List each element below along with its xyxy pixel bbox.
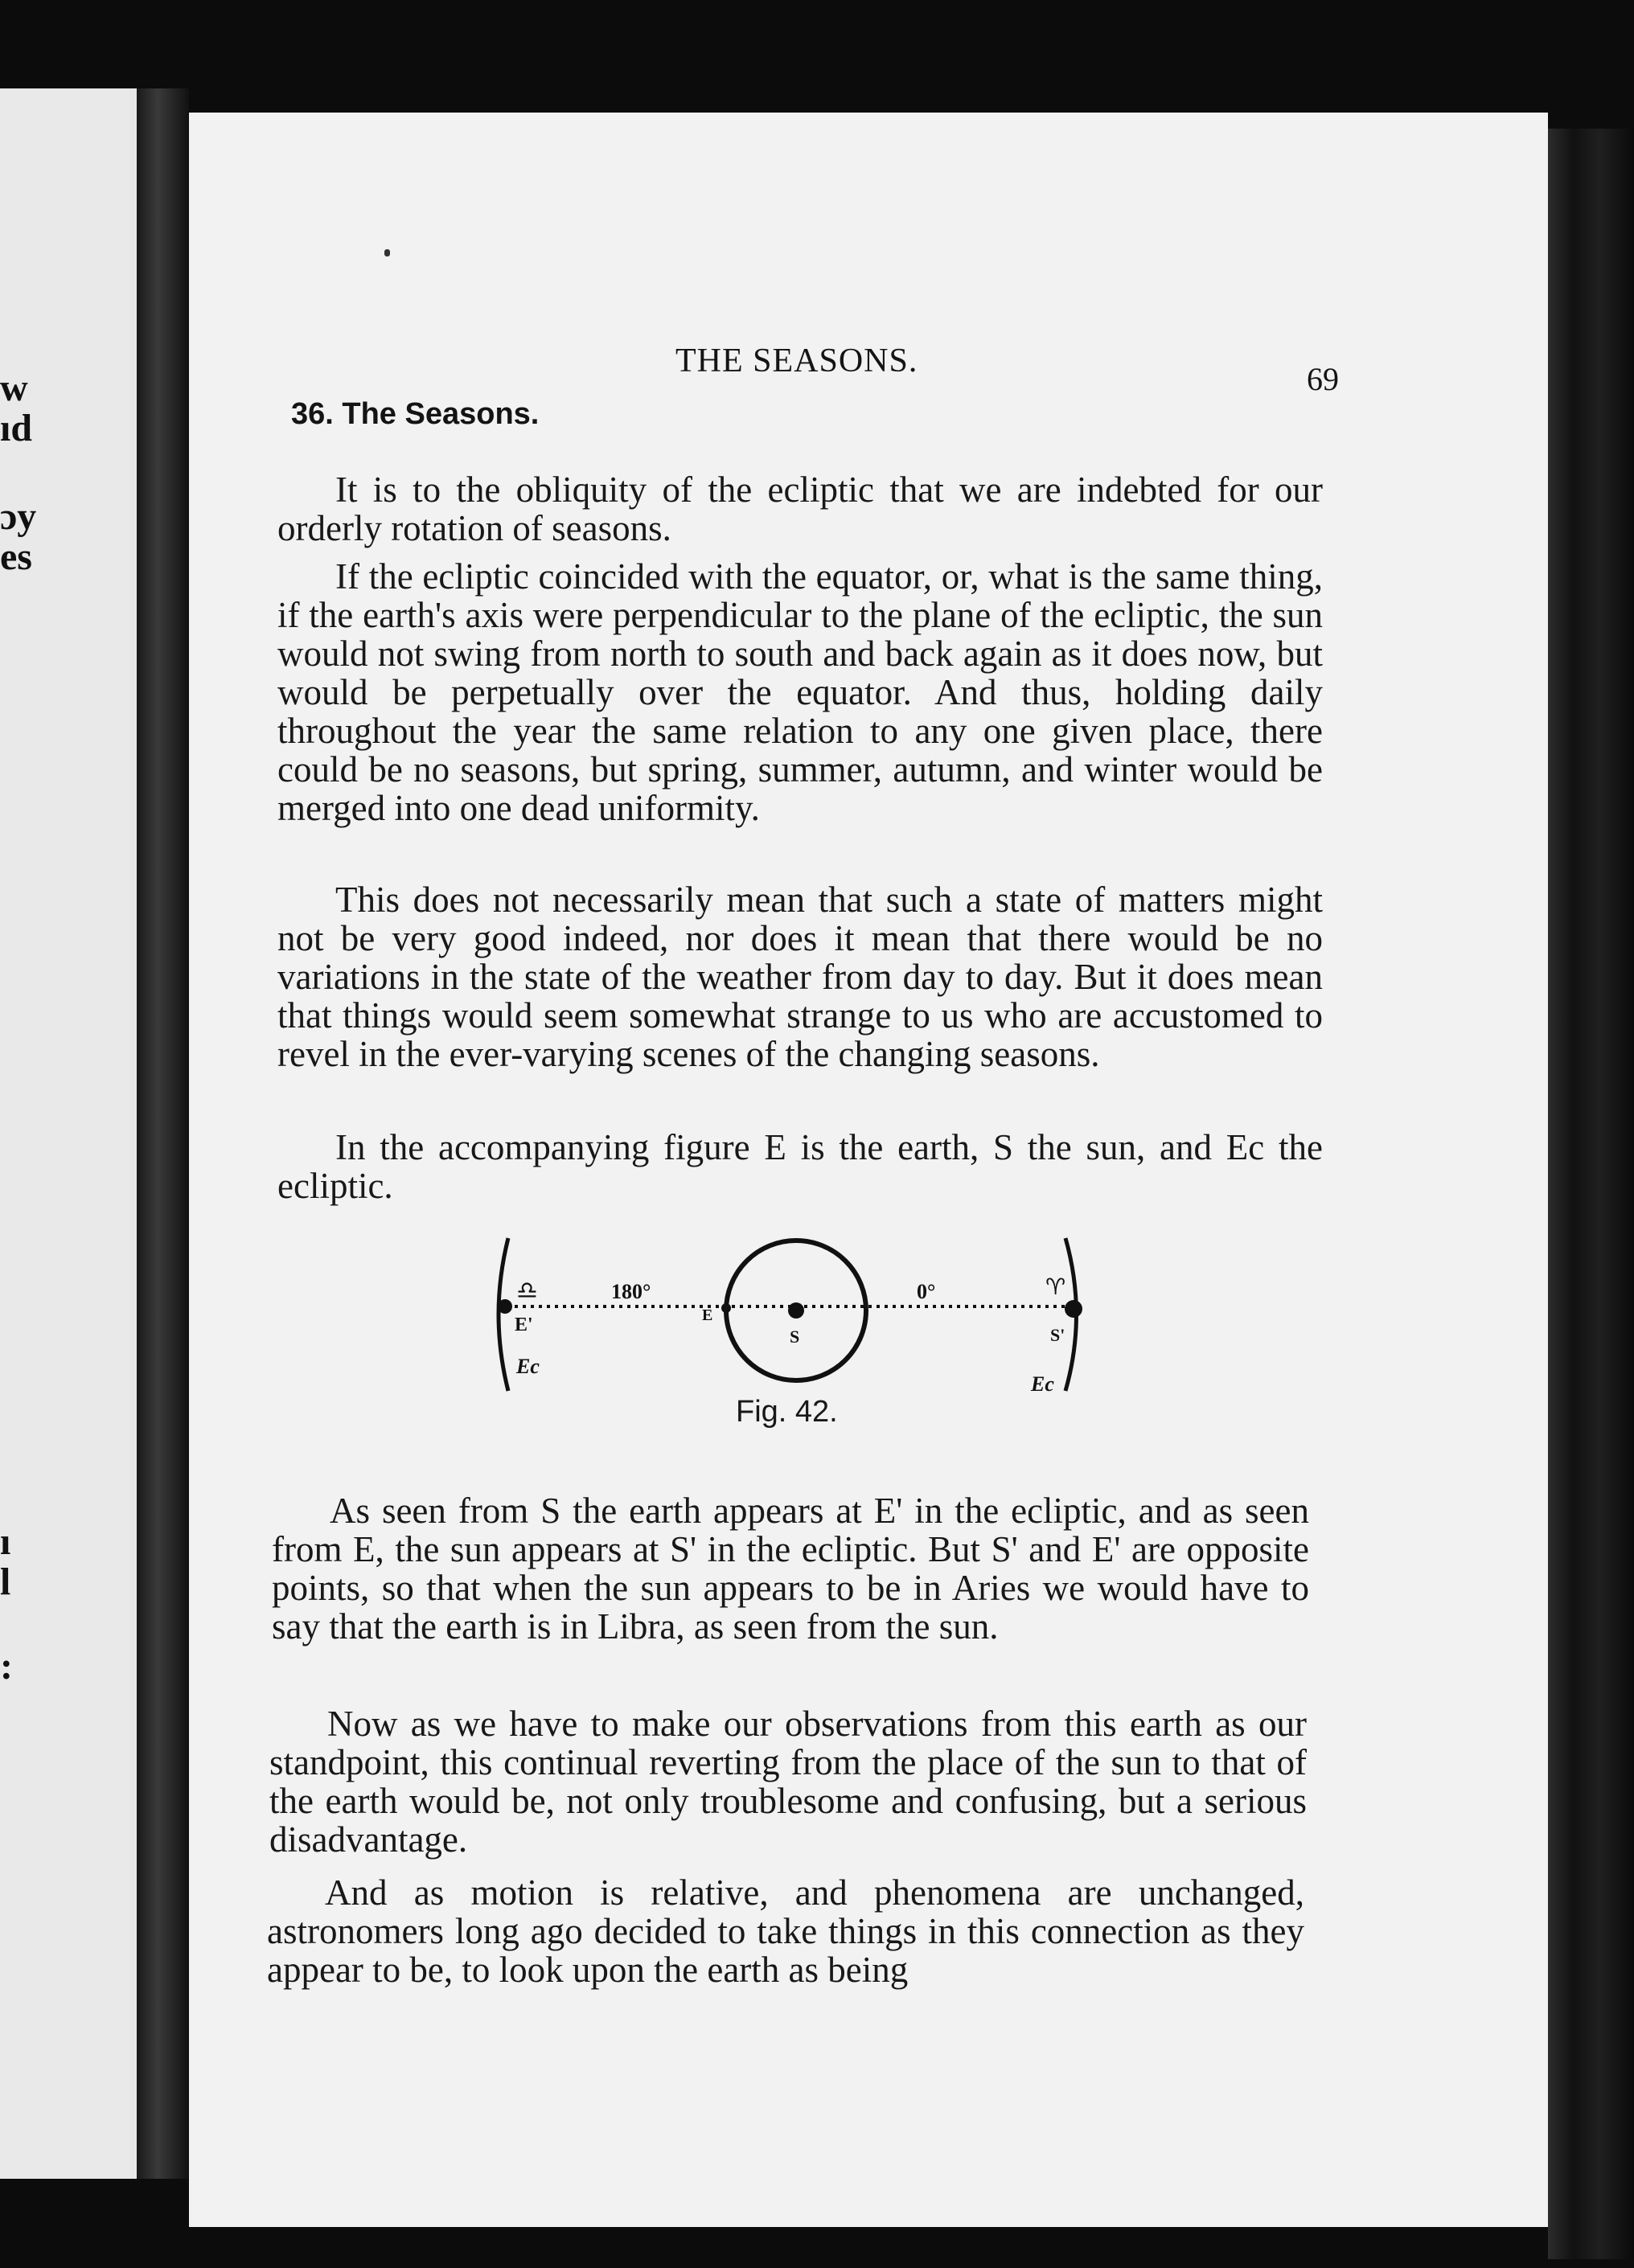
figure-caption: Fig. 42. xyxy=(736,1395,838,1429)
label-180-degrees: 180° xyxy=(611,1280,651,1303)
sun-icon xyxy=(788,1302,804,1319)
s-prime-sun-icon xyxy=(1065,1300,1082,1318)
label-0-degrees: 0° xyxy=(917,1280,936,1303)
running-head: THE SEASONS. xyxy=(675,342,918,379)
libra-symbol: ♎ xyxy=(516,1277,538,1305)
paragraph: And as motion is relative, and phenomena are unchanged, astronomers long ago decided to take things in this connection as they appear to be, to look upon the earth as being xyxy=(267,1872,1304,1990)
earth-point xyxy=(721,1303,731,1313)
left-fragment: : xyxy=(0,1645,13,1688)
label-e-prime: E' xyxy=(515,1314,533,1335)
page-edge-shadow xyxy=(1548,129,1634,2259)
left-page-edge xyxy=(0,88,137,2179)
e-prime-point xyxy=(498,1299,512,1314)
label-ecliptic-right: Ec xyxy=(1031,1372,1054,1396)
paragraph: As seen from S the earth appears at E' in the ecliptic, and as seen from E, the sun appears at S' in the ecliptic. But S' and E' are opposite points, so that when the sun appears to be in Aries we would have to say that the earth is in Libra, as seen from the sun. xyxy=(272,1491,1309,1647)
section-title: 36. The Seasons. xyxy=(291,397,540,431)
label-ecliptic-left: Ec xyxy=(516,1355,540,1378)
ink-speck xyxy=(384,249,390,256)
aries-symbol: ♈ xyxy=(1045,1273,1066,1300)
seasons-figure xyxy=(482,1230,1110,1399)
label-s: S xyxy=(790,1327,800,1347)
left-fragment: ıd xyxy=(0,407,33,449)
label-s-prime: S' xyxy=(1050,1325,1065,1345)
left-fragment: ı xyxy=(0,1520,11,1563)
left-fragment: es xyxy=(0,535,32,578)
paragraph: Now as we have to make our observations from this earth as our standpoint, this continual reverting from the place of the sun to that of the earth would be, not only troublesome and confusing, but a serious disadvantage. xyxy=(269,1704,1307,1860)
left-fragment: l xyxy=(0,1561,11,1603)
page-number: 69 xyxy=(1307,361,1339,397)
paragraph: It is to the obliquity of the ecliptic that we are indebted for our orderly rotation of seasons. xyxy=(277,470,1323,548)
ecliptic-arc-left xyxy=(499,1238,508,1391)
label-e: E xyxy=(702,1306,713,1324)
book-gutter xyxy=(137,88,189,2179)
paragraph: If the ecliptic coincided with the equator, or, what is the same thing, if the earth's axis were perpendicular to the plane of the ecliptic, the sun would not swing from north to south and back again as it does now, but would be perpetually over the equator. And thus, holding daily throughout the year the same relation to any one given place, there could be no seasons, but spring, summer, autumn, and winter would be merged into one dead uniformity. xyxy=(277,556,1323,828)
paragraph: In the accompanying figure E is the earth, S the sun, and Ec the ecliptic. xyxy=(277,1127,1323,1206)
left-fragment: ɔy xyxy=(0,495,37,538)
paragraph: This does not necessarily mean that such a state of matters might not be very good indeed, nor does it mean that there would be no variations in the state of the weather from day to day. But it does mean that things would seem somewhat strange to us who are accustomed to revel in the ever-varying scenes of the changing seasons. xyxy=(277,880,1323,1074)
left-fragment: w xyxy=(0,367,28,409)
